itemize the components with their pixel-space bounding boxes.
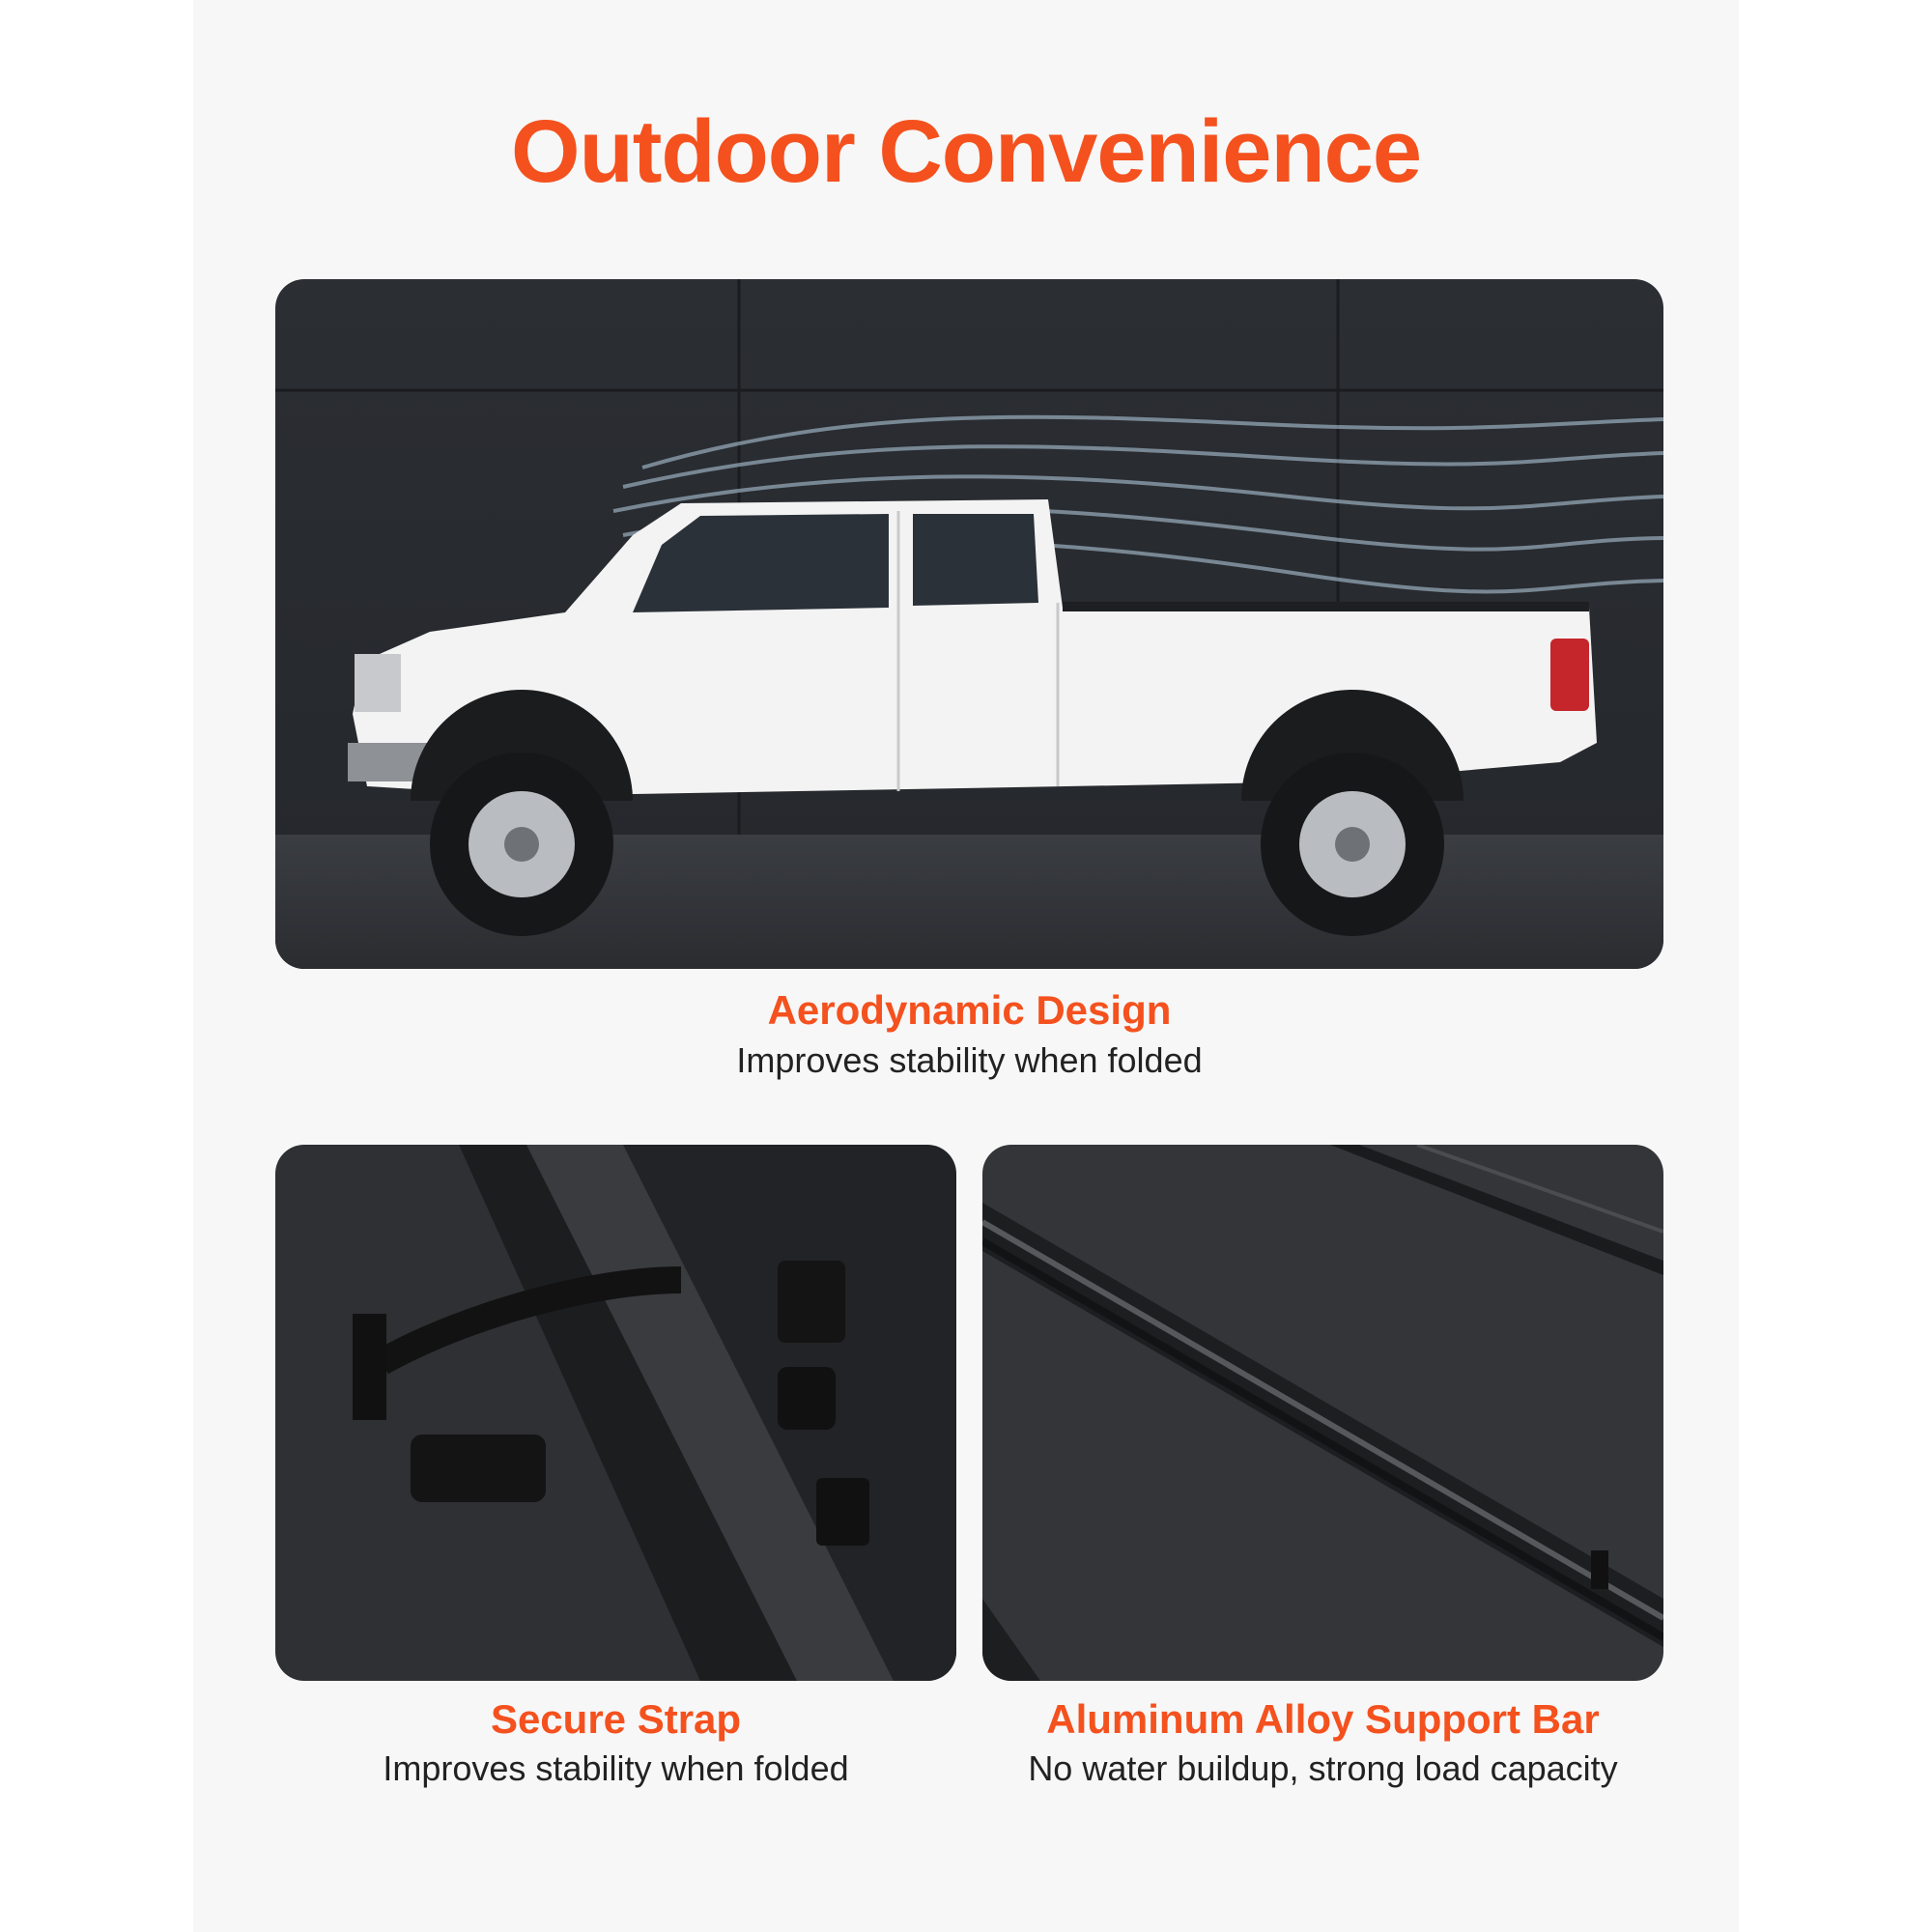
- truck-image: [275, 279, 1663, 969]
- secure-strap-image: [275, 1145, 956, 1681]
- feature-title-aerodynamic: Aerodynamic Design: [767, 987, 1172, 1033]
- page-title: Outdoor Convenience: [511, 102, 1421, 201]
- feature-subtitle-support-bar: No water buildup, strong load capacity: [1028, 1748, 1618, 1788]
- feature-subtitle-strap: Improves stability when folded: [383, 1748, 849, 1788]
- feature-title-support-bar: Aluminum Alloy Support Bar: [1046, 1696, 1600, 1742]
- support-bar-image: [982, 1145, 1663, 1681]
- feature-title-strap: Secure Strap: [490, 1696, 742, 1742]
- feature-subtitle-aerodynamic: Improves stability when folded: [736, 1040, 1203, 1080]
